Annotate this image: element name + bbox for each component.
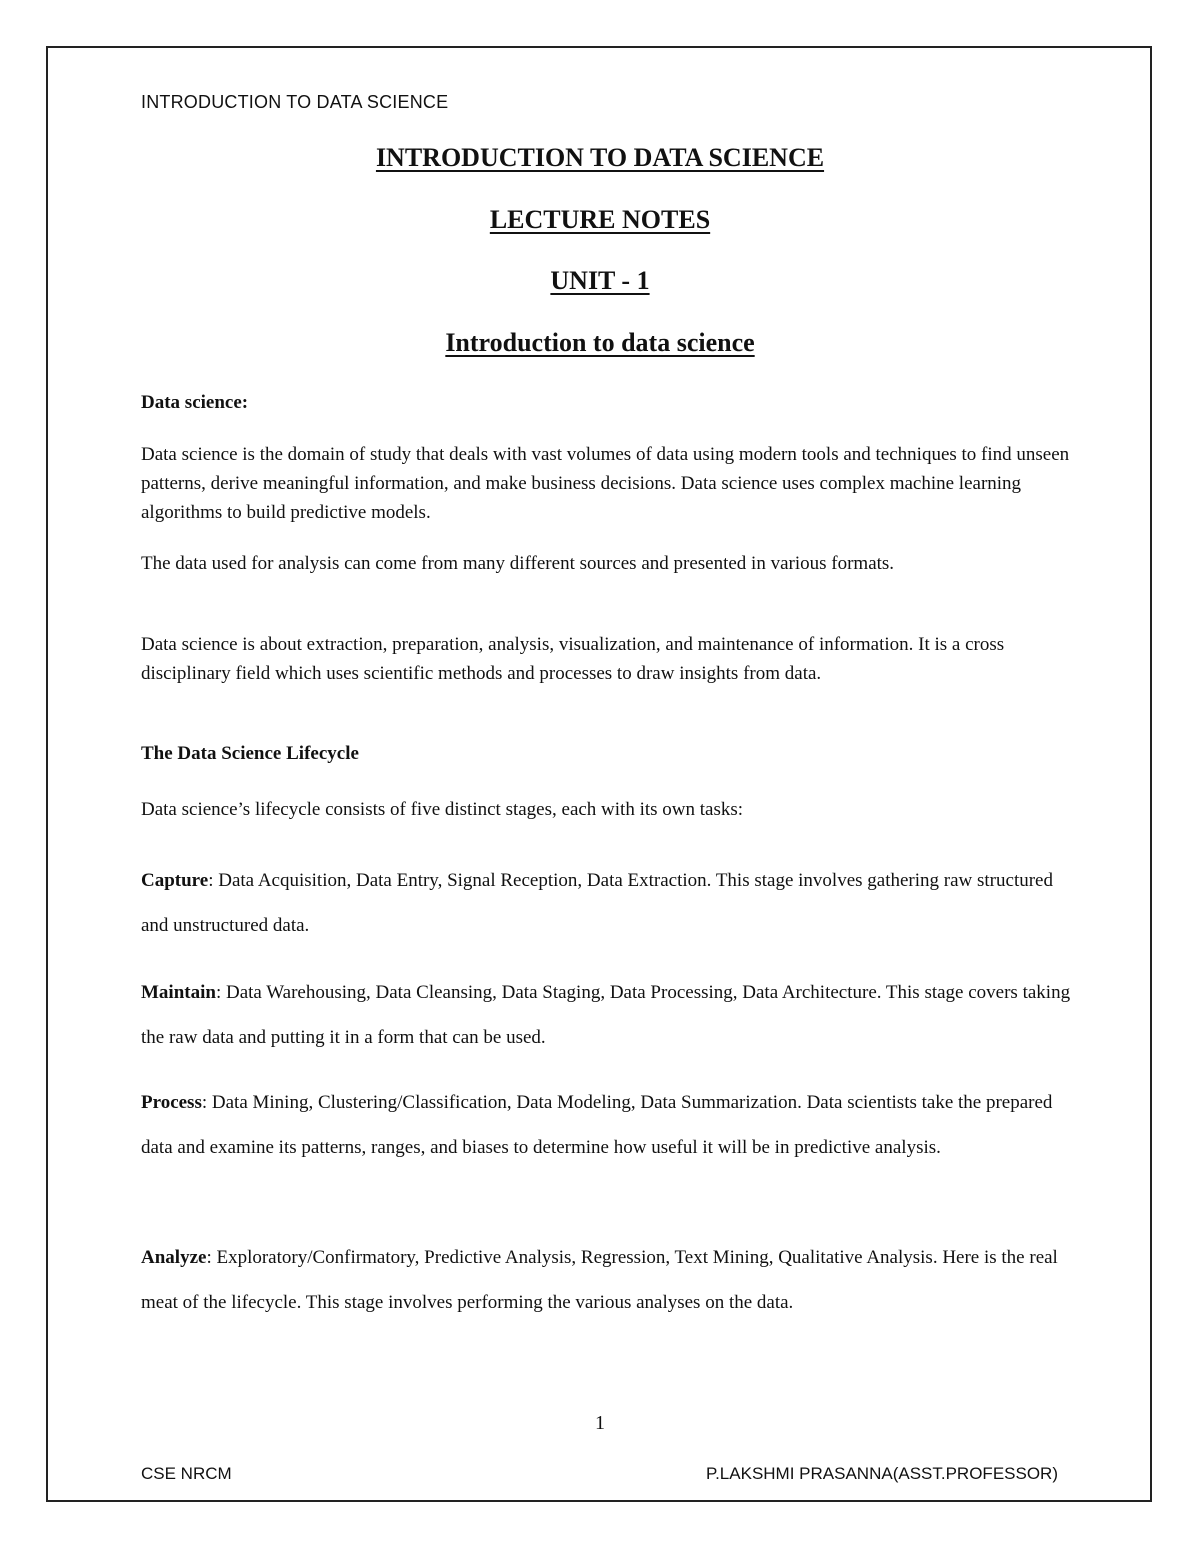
stage-text: : Data Warehousing, Data Cleansing, Data Staging, Data Processing, Data Architecture. This stage covers taking the raw data and putting it in a form that can be used. xyxy=(141,982,1071,1048)
data-science-heading: Data science: xyxy=(141,392,249,413)
stage-text: : Data Mining, Clustering/Classification, Data Modeling, Data Summarization. Data scientists take the prepared data and examine its patterns, ranges, and biases to determine how useful it will be in predictive analysis. xyxy=(141,1092,1053,1158)
stage-name: Process xyxy=(141,1092,202,1113)
stage-name: Capture xyxy=(141,870,209,891)
stage-process xyxy=(141,1080,1071,1170)
lecture-notes-title: LECTURE NOTES xyxy=(489,205,711,234)
paragraph-2: The data used for analysis can come from many different sources and presented in various formats. xyxy=(141,553,895,574)
paragraph-3: Data science is about extraction, preparation, analysis, visualization, and maintenance of information. It is a cross disciplinary field which uses scientific methods and processes to draw insights from data. xyxy=(141,634,1005,684)
footer-department: CSE NRCM xyxy=(141,1464,232,1483)
lifecycle-heading: The Data Science Lifecycle xyxy=(141,743,359,764)
stage-analyze xyxy=(141,1235,1071,1325)
running-header: INTRODUCTION TO DATA SCIENCE xyxy=(141,92,449,112)
page-number: 1 xyxy=(595,1412,605,1434)
stage-text: : Data Acquisition, Data Entry, Signal Reception, Data Extraction. This stage involves gathering raw structured and unstructured data. xyxy=(141,870,1053,936)
document-title: INTRODUCTION TO DATA SCIENCE xyxy=(375,143,825,172)
paragraph-1: Data science is the domain of study that deals with vast volumes of data using modern tools and techniques to find unseen patterns, derive meaningful information, and make business decisions. Data science uses complex machine learning algorithms to build predictive models. xyxy=(141,444,1070,523)
lifecycle-intro: Data science’s lifecycle consists of five distinct stages, each with its own tasks: xyxy=(141,799,744,820)
stage-name: Maintain xyxy=(141,982,216,1003)
stage-name: Analyze xyxy=(141,1247,207,1268)
section-title: Introduction to data science xyxy=(445,328,755,357)
footer-author: P.LAKSHMI PRASANNA(ASST.PROFESSOR) xyxy=(705,1464,1058,1483)
stage-text: : Exploratory/Confirmatory, Predictive Analysis, Regression, Text Mining, Qualitative Analysis. Here is the real meat of the lifecycle. This stage involves performing the various analyses on the data. xyxy=(141,1247,1058,1313)
stage-maintain xyxy=(141,970,1071,1060)
stage-capture xyxy=(141,858,1071,948)
unit-title: UNIT - 1 xyxy=(550,266,650,295)
